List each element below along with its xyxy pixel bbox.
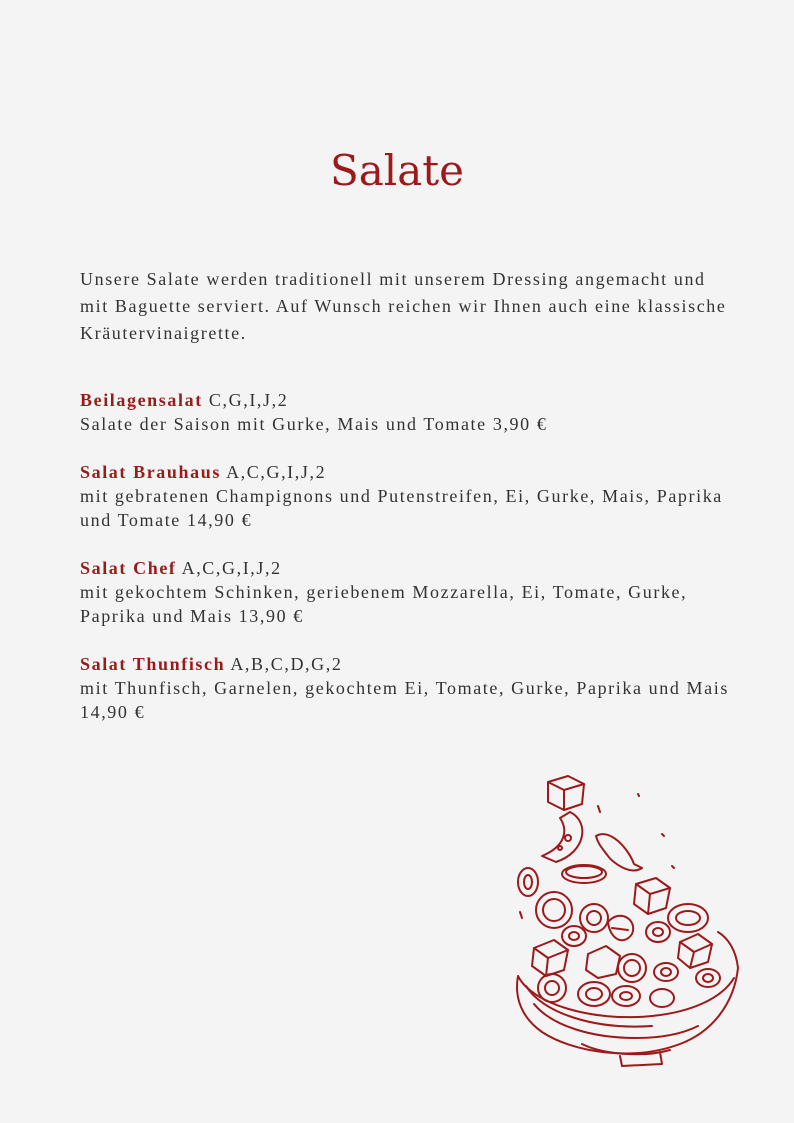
menu-item [80,460,730,532]
menu-item-allergens: A,C,G,I,J,2 [181,558,282,578]
menu-item-header [80,460,730,484]
menu-item-description: mit gebratenen Champignons und Putenstreifen, Ei, Gurke, Mais, Paprika und Tomate 14,90 € [80,486,723,530]
menu-item-description: mit gekochtem Schinken, geriebenem Mozzarella, Ei, Tomate, Gurke, Paprika und Mais 13,90 € [80,582,688,626]
menu-item-header [80,556,730,580]
menu-item-description: Salate der Saison mit Gurke, Mais und Tomate 3,90 € [80,414,548,434]
menu-item-name: Beilagensalat [80,390,203,410]
page-title: Salate [329,146,465,195]
menu-item-header [80,388,730,412]
menu-item [80,652,730,724]
menu-item-allergens: A,C,G,I,J,2 [226,462,327,482]
intro-text: Unsere Salate werden traditionell mit unserem Dressing angemacht und mit Baguette serviert. Auf Wunsch reichen wir Ihnen auch eine klassische Kräutervinaigrette. [80,269,727,343]
menu-item-name: Salat Chef [80,558,177,578]
menu-item [80,556,730,628]
menu-item-name: Salat Thunfisch [80,654,226,674]
menu-item-header [80,652,730,676]
salad-bowl-illustration [512,772,748,1072]
menu-item-description: mit Thunfisch, Garnelen, gekochtem Ei, Tomate, Gurke, Paprika und Mais 14,90 € [80,678,729,722]
menu-item-allergens: C,G,I,J,2 [208,390,289,410]
menu-item-name: Salat Brauhaus [80,462,221,482]
menu-item-allergens: A,B,C,D,G,2 [230,654,343,674]
menu-item [80,388,730,436]
